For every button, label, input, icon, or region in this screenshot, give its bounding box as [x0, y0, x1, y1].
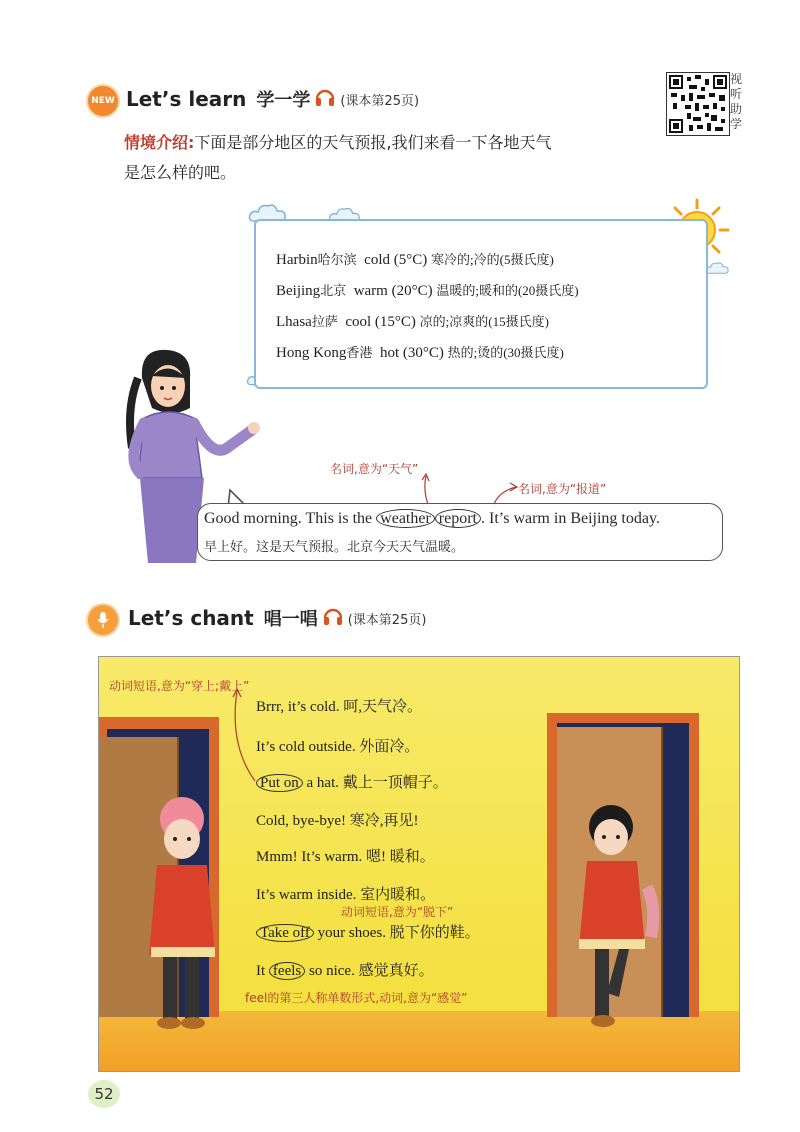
phrase-take-off: Take off [256, 924, 314, 942]
chant-line-5: Mmm! It’s warm. 嗯! 暖和。 [256, 849, 435, 865]
dialogue-en-before: Good morning. This is the [204, 510, 377, 527]
weather-row [276, 342, 564, 362]
new-badge-text: NEW [91, 96, 115, 106]
chant-line-7 [256, 921, 480, 942]
note-report: 名词,意为“报道” [518, 482, 607, 496]
weather-meaning: 热的;烫的(30摄氏度) [447, 345, 564, 360]
girl-taking-off-shoe-illustration [559, 797, 669, 1037]
phrase-put-on: Put on [256, 774, 303, 792]
dialogue-en-after: . It’s warm in Beijing today. [481, 510, 660, 527]
weather-forecast-box [254, 219, 708, 389]
note-feels: feel的第三人称单数形式,动词,意为“感觉” [245, 991, 468, 1005]
weather-meaning: 寒冷的;冷的(5摄氏度) [431, 252, 554, 267]
weather-city: Beijing [276, 283, 321, 299]
weather-row [276, 249, 554, 269]
chant-line-8 [256, 959, 434, 980]
chant-heading [128, 605, 426, 631]
word-report: report [435, 509, 481, 528]
weather-row [276, 280, 579, 300]
weather-city: Lhasa [276, 314, 312, 330]
chant-line-4: Cold, bye-bye! 寒冷,再见! [256, 813, 419, 829]
intro-line-2: 是怎么样的吧。 [124, 163, 237, 182]
intro-line-1-text: 下面是部分地区的天气预报,我们来看一下各地天气 [194, 133, 552, 152]
weather-word: warm [353, 283, 388, 299]
dialogue-en [204, 510, 660, 528]
intro-label: 情境介绍: [124, 133, 195, 152]
intro-line-1 [124, 128, 644, 158]
chant-line-3-rest: a hat. 戴上一顶帽子。 [302, 775, 448, 791]
word-weather: weather [376, 509, 435, 528]
qr-label-text: 视听助学 [730, 72, 743, 131]
note-weather: 名词,意为“天气” [330, 462, 419, 476]
note-take-off: 动词短语,意为“脱下” [341, 905, 454, 919]
page-number: 52 [88, 1080, 120, 1108]
microphone-icon [88, 605, 118, 635]
chant-line-7-rest: your shoes. 脱下你的鞋。 [313, 925, 480, 941]
note-put-on: 动词短语,意为“穿上;戴上” [109, 679, 250, 693]
intro-text [124, 128, 644, 188]
chant-line-6: It’s warm inside. 室内暖和。 [256, 887, 436, 903]
weather-word: cool [345, 314, 372, 330]
weather-meaning: 凉的;凉爽的(15摄氏度) [419, 314, 549, 329]
weather-word: hot [379, 345, 400, 361]
weather-meaning: 温暖的;暖和的(20摄氏度) [436, 283, 579, 298]
learn-page-ref: (课本第25页) [340, 93, 420, 109]
qr-label [730, 72, 746, 132]
chant-line-8-rest: so nice. 感觉真好。 [305, 963, 434, 979]
speech-bubble [197, 503, 723, 561]
weather-word: cold [364, 252, 390, 268]
chant-page-ref: (课本第25页) [347, 612, 427, 628]
qr-code[interactable] [666, 72, 730, 136]
weather-city: Harbin [276, 252, 318, 268]
weather-city-cn: 哈尔滨 [317, 252, 357, 267]
weather-city-cn: 北京 [320, 283, 347, 298]
weather-city-cn: 香港 [346, 345, 373, 360]
learn-heading [126, 86, 419, 112]
headphones-icon[interactable] [314, 86, 336, 112]
learn-title-cn: 学一学 [256, 90, 311, 111]
chant-title-cn: 唱一唱 [263, 609, 318, 630]
word-feels: feels [269, 962, 305, 980]
weather-temp: (30°C) [402, 345, 444, 361]
qr-code-icon [667, 73, 729, 135]
girl-with-hat-illustration [137, 795, 227, 1035]
new-badge-icon [88, 86, 118, 116]
learn-title: Let’s learn [126, 87, 247, 111]
dialogue-cn: 早上好。这是天气预报。北京今天天气温暖。 [204, 540, 465, 555]
chant-line-8-pre: It [256, 963, 269, 979]
chant-line-2: It’s cold outside. 外面冷。 [256, 739, 420, 755]
weather-city: Hong Kong [276, 345, 347, 361]
weather-row [276, 311, 549, 331]
chant-line-3 [256, 771, 448, 792]
weather-city-cn: 拉萨 [311, 314, 338, 329]
weather-temp: (20°C) [391, 283, 433, 299]
chant-panel [98, 656, 740, 1072]
chant-line-1: Brrr, it’s cold. 呵,天气冷。 [256, 699, 423, 715]
headphones-icon[interactable] [322, 605, 344, 631]
weather-temp: (15°C) [374, 314, 416, 330]
chant-title: Let’s chant [128, 606, 254, 630]
weather-temp: (5°C) [393, 252, 428, 268]
